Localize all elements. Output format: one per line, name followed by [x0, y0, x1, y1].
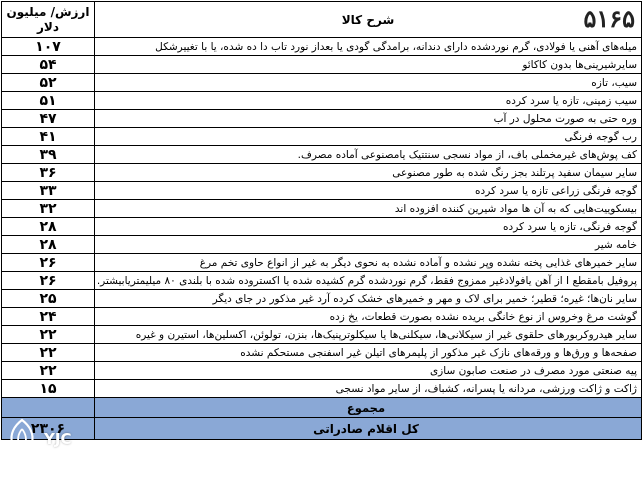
row-value: ۵۱	[2, 92, 95, 110]
watermark-text: YJC	[44, 430, 72, 448]
row-value: ۴۷	[2, 110, 95, 128]
row-value: ۲۲	[2, 344, 95, 362]
table-row	[2, 38, 642, 56]
row-description: گوجه فرنگی، تازه یا سرد کرده	[95, 218, 642, 236]
row-description: وره حتی به صورت محلول در آب	[95, 110, 642, 128]
table-row	[2, 326, 642, 344]
table-row	[2, 92, 642, 110]
table-row	[2, 290, 642, 308]
row-value: ۳۶	[2, 164, 95, 182]
row-description: خامه شیر	[95, 236, 642, 254]
value-column-header	[2, 2, 95, 38]
grand-total-label: کل اقلام صادراتی	[95, 418, 642, 440]
export-items-table	[1, 1, 642, 440]
row-description: پیه صنعتی مورد مصرف در صنعت صابون سازی	[95, 362, 642, 380]
row-value: ۲۸	[2, 218, 95, 236]
table-row	[2, 236, 642, 254]
row-value: ۲۲	[2, 326, 95, 344]
table-row	[2, 74, 642, 92]
table-row	[2, 164, 642, 182]
table-row	[2, 182, 642, 200]
row-description: سیب، تازه	[95, 74, 642, 92]
row-description: بیسکوییت‌هایی که به آن ها مواد شیرین کننده افزوده اند	[95, 200, 642, 218]
table-row	[2, 362, 642, 380]
description-header-label: شرح کالا	[341, 12, 395, 27]
news-logo	[549, 4, 635, 32]
row-value: ۳۹	[2, 146, 95, 164]
row-description: کف پوش‌های غیرمخملی باف، از مواد نسجی سنتتیک یامصنوعی آماده مصرف.	[95, 146, 642, 164]
table-row	[2, 272, 642, 290]
row-value: ۱۵	[2, 380, 95, 398]
row-description: رب گوجه فرنگی	[95, 128, 642, 146]
total-value	[2, 398, 95, 418]
table-row	[2, 110, 642, 128]
value-header-line1: ارزش/ میلیون	[6, 4, 90, 19]
row-description: سیب زمینی، تازه یا سرد کرده	[95, 92, 642, 110]
total-label: مجموع	[95, 398, 642, 418]
row-value: ۵۴	[2, 56, 95, 74]
table-row	[2, 380, 642, 398]
row-description: سایرشیرینی‌ها بدون کاکائو	[95, 56, 642, 74]
row-value: ۲۶	[2, 254, 95, 272]
table-row	[2, 56, 642, 74]
row-description: سایر هیدروکربورهای حلقوی غیر از سیکلانی‌ها، سیکلنی‌ها یا سیکلوترپنیک‌ها، بنزن، تولوئن، اکسلین‌ها، استیرن و غیره	[95, 326, 642, 344]
row-value: ۲۲	[2, 362, 95, 380]
row-description: ژاکت و ژاکت ورزشی، مردانه یا پسرانه، کشباف، از سایر مواد نسجی	[95, 380, 642, 398]
table-row	[2, 344, 642, 362]
table-row	[2, 254, 642, 272]
table-header-row	[2, 2, 642, 38]
row-description: گوشت مرغ وخروس از نوع خانگی بریده نشده بصورت قطعات، یخ زده	[95, 308, 642, 326]
row-value: ۲۸	[2, 236, 95, 254]
table-row	[2, 308, 642, 326]
row-description: گوجه فرنگی زراعی تازه یا سرد کرده	[95, 182, 642, 200]
row-value: ۵۲	[2, 74, 95, 92]
row-value: ۲۶	[2, 272, 95, 290]
row-description: صفحه‌ها و ورق‌ها و ورقه‌های نازک غیر مذکور از پلیمرهای اتیلن غیر اسفنجی مستحکم نشده	[95, 344, 642, 362]
row-value: ۲۵	[2, 290, 95, 308]
row-description: سایر خمیرهای غذایی پخته نشده وپر نشده و آماده نشده به نحوی دیگر به غیر از انواع حاوی تخم مرغ	[95, 254, 642, 272]
grand-total-row	[2, 418, 642, 440]
row-value: ۱۰۷	[2, 38, 95, 56]
table-row	[2, 128, 642, 146]
table-row	[2, 218, 642, 236]
grand-total-value: ۲۳۰۶	[2, 418, 95, 440]
total-row	[2, 398, 642, 418]
row-value: ۳۳	[2, 182, 95, 200]
value-header-line2: دلار	[36, 19, 59, 34]
table-body	[2, 38, 642, 440]
table-row	[2, 200, 642, 218]
table-row	[2, 146, 642, 164]
row-value: ۳۲	[2, 200, 95, 218]
row-description: سایر سیمان سفید پرتلند بجز رنگ شده به طور مصنوعی	[95, 164, 642, 182]
logo-text: ۵۱۶۵	[583, 3, 635, 33]
row-description: پروفیل بامقطع I از آهن یافولادغیر ممزوج فقط، گرم نوردشده گرم کشیده شده یا اکستروده شده با بلندی ۸۰ میلیمتریابیشتر.	[95, 272, 642, 290]
row-description: میله‌های آهنی یا فولادی، گرم نوردشده دارای دندانه، برامدگی گودی یا بعداز نورد تاب دا ده شده، یا با تغییرشکل	[95, 38, 642, 56]
row-value: ۲۴	[2, 308, 95, 326]
row-value: ۴۱	[2, 128, 95, 146]
row-description: سایر نان‌ها؛ غیره؛ قطیر؛ خمیر برای لاک و مهر و خمیرهای خشک کرده آرد غیر مذکور در جای دیگر	[95, 290, 642, 308]
